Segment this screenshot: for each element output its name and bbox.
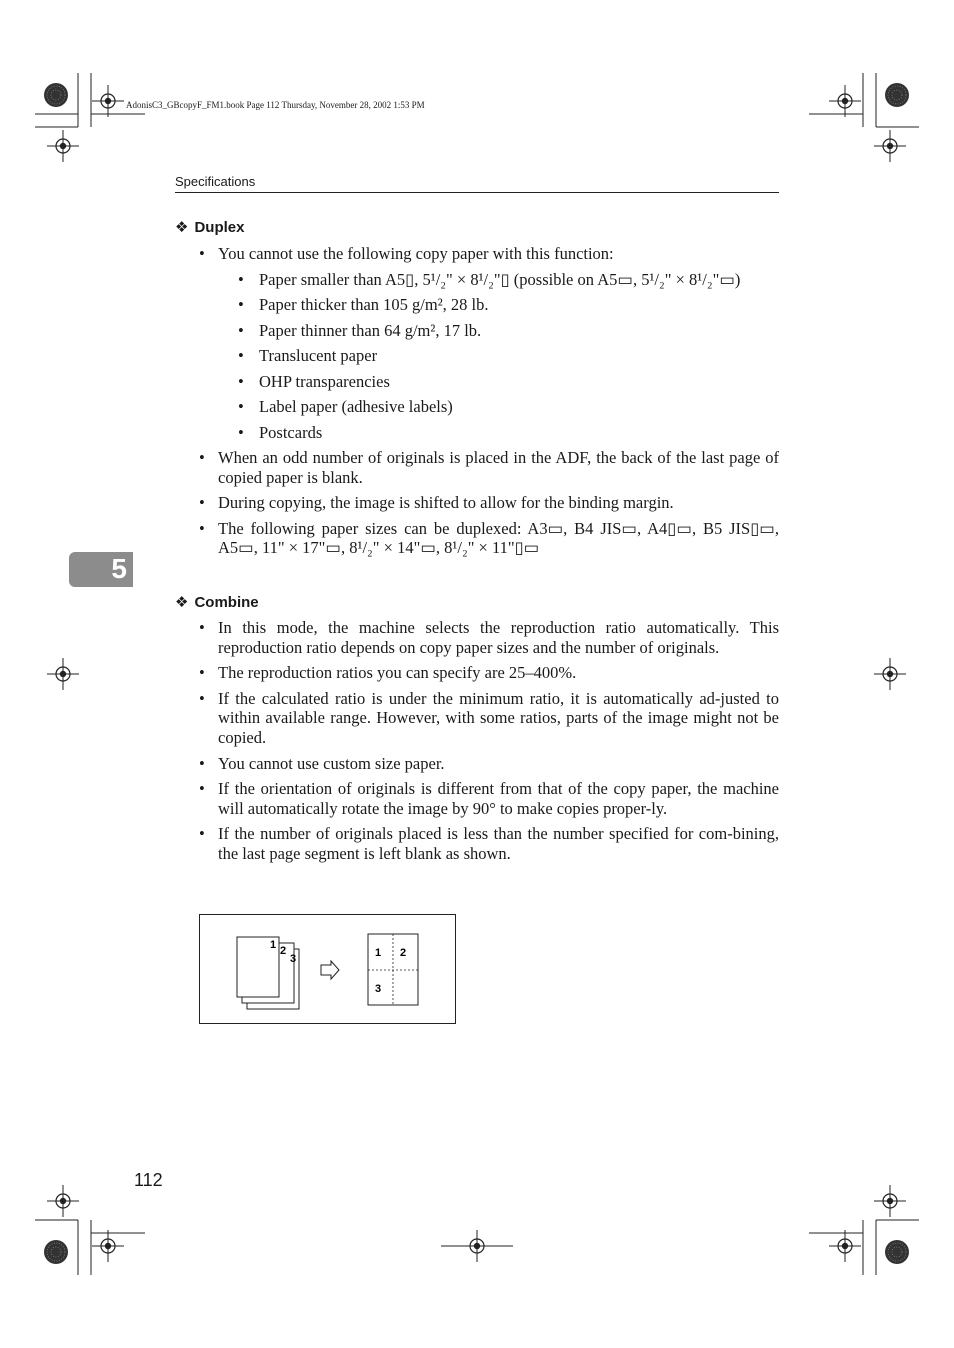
list-item: • If the orientation of originals is different from that of the copy paper, the machine will automatically rotate the image by 90° to make copies proper-ly.	[199, 779, 779, 818]
list-item: • If the number of originals placed is less than the number specified for com-bining, the last page segment is left blank as shown.	[199, 824, 779, 863]
duplex-heading	[175, 218, 244, 236]
duplex-content	[199, 244, 779, 564]
list-item: • When an odd number of originals is placed in the ADF, the back of the last page of copied paper is blank.	[199, 448, 779, 487]
list-item: • The reproduction ratios you can specify are 25–400%.	[199, 663, 779, 683]
list-item: • Paper smaller than A5▯, 5¹/₂" × 8¹/₂"▯ (possible on A5▭, 5¹/₂" × 8¹/₂"▭)	[238, 270, 779, 290]
original-label-2: 2	[280, 945, 287, 957]
list-item: • Postcards	[238, 423, 779, 443]
list-item: • If the calculated ratio is under the minimum ratio, it is automatically ad-justed to within available range. However, with some ratios, parts of the image might not be copied.	[199, 689, 779, 748]
chapter-number: 5	[111, 553, 127, 584]
list-item: • Label paper (adhesive labels)	[238, 397, 779, 417]
result-label-1: 1	[375, 947, 382, 959]
duplex-intro: You cannot use the following copy paper with this function:	[218, 244, 614, 263]
chapter-tab	[69, 552, 133, 587]
diamond-marker-icon: ❖	[175, 594, 189, 611]
list-item	[199, 244, 779, 442]
list-item: • During copying, the image is shifted to allow for the binding margin.	[199, 493, 779, 513]
list-item: • You cannot use custom size paper.	[199, 754, 779, 774]
header-rule	[175, 192, 779, 193]
diamond-marker-icon: ❖	[175, 219, 189, 236]
list-item: • OHP transparencies	[238, 372, 779, 392]
page-number: 112	[134, 1170, 163, 1190]
original-label-1: 1	[270, 939, 277, 951]
combine-figure	[199, 914, 456, 1024]
combine-illustration	[200, 915, 455, 1023]
file-header: AdonisC3_GBcopyF_FM1.book Page 112 Thursday, November 28, 2002 1:53 PM	[126, 100, 425, 110]
arrow-right-icon	[321, 961, 339, 979]
result-label-3: 3	[375, 983, 382, 995]
combine-title: Combine	[194, 594, 259, 611]
list-item: • Paper thinner than 64 g/m², 17 lb.	[238, 321, 779, 341]
running-head: Specifications	[175, 174, 256, 189]
list-item: • In this mode, the machine selects the reproduction ratio automatically. This reproduction ratio depends on copy paper sizes and the number of originals.	[199, 618, 779, 657]
list-item: • Paper thicker than 105 g/m², 28 lb.	[238, 295, 779, 315]
duplex-title: Duplex	[194, 219, 245, 236]
list-item: • The following paper sizes can be duplexed: A3▭, B4 JIS▭, A4▯▭, B5 JIS▯▭, A5▭, 11" × 17"▭, 8¹/₂" × 14"▭, 8¹/₂" × 11"▯▭	[199, 519, 779, 558]
original-label-3: 3	[290, 953, 297, 965]
combine-content	[199, 618, 779, 870]
result-label-2: 2	[400, 947, 407, 959]
combine-heading	[175, 593, 259, 611]
list-item: • Translucent paper	[238, 346, 779, 366]
